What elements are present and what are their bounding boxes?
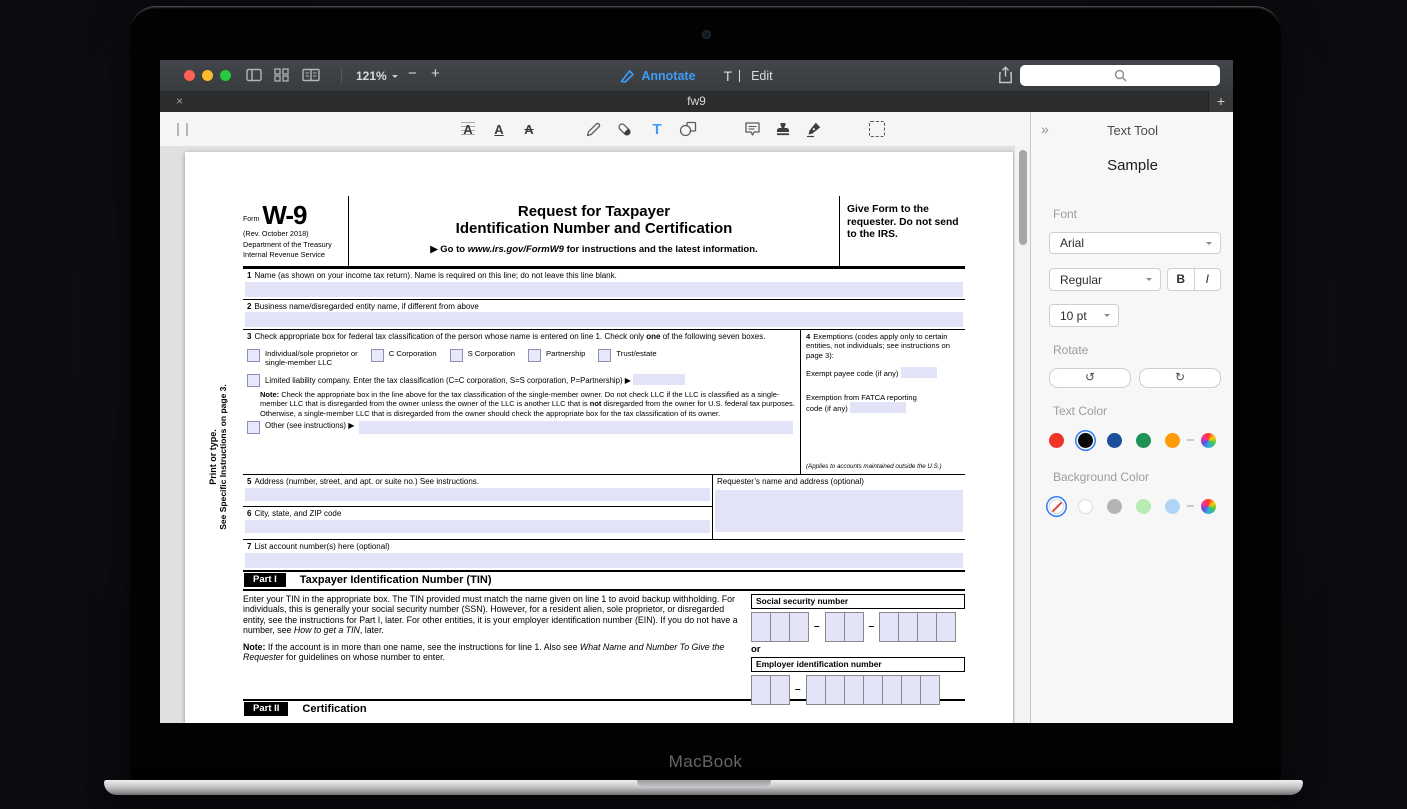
bold-italic-group	[1167, 268, 1221, 291]
signature-icon[interactable]	[800, 116, 826, 142]
rotate-ccw-button[interactable]	[1049, 368, 1131, 388]
part1-badge: Part I	[244, 573, 286, 587]
zoom-out-button[interactable]: −	[408, 65, 417, 82]
checkbox-partnership[interactable]: Partnership	[528, 349, 585, 367]
annotate-label: Annotate	[641, 68, 696, 83]
macbook-lid-notch	[637, 780, 771, 788]
checkbox-trust-estate[interactable]: Trust/estate	[598, 349, 656, 367]
bg-color-none-selected[interactable]	[1049, 499, 1064, 514]
rotated-instructions: Print or type. See Specific Instructions on page 3.	[208, 384, 228, 530]
macbook-shell	[130, 6, 1281, 780]
collapse-panel-icon[interactable]: »	[1041, 121, 1049, 137]
form-number: W-9	[262, 200, 307, 230]
checkbox-other[interactable]	[247, 421, 260, 434]
business-name-input-field[interactable]	[245, 312, 963, 327]
tab-title[interactable]: fw9	[687, 94, 706, 108]
window-toolbar	[160, 60, 1233, 92]
zoom-level-value: 121%	[356, 69, 387, 83]
pencil-icon[interactable]	[580, 116, 606, 142]
edit-text-icon: T	[723, 67, 733, 84]
ein-digit-cell[interactable]	[882, 675, 902, 705]
ssn-label: Social security number	[751, 594, 965, 609]
requester-input-field[interactable]	[715, 490, 963, 532]
part1-content	[243, 591, 965, 701]
toolbar-drag-handle[interactable]	[177, 123, 188, 136]
exempt-payee-code-field[interactable]	[901, 367, 937, 378]
classification-checkboxes	[247, 349, 795, 367]
form-line-5: 5 Address (number, street, and apt. or suite no.) See instructions.	[243, 475, 712, 507]
other-row: Other (see instructions) ▶	[247, 421, 795, 434]
ssn-digit-cell[interactable]	[825, 612, 845, 642]
form-line-1: 1 Name (as shown on your income tax return). Name is required on this line; do not leave this line blank.	[243, 269, 965, 300]
pdf-page	[185, 152, 1013, 723]
bg-color-wheel[interactable]	[1201, 499, 1216, 514]
rotate-ccw-icon: ↺	[1084, 370, 1096, 384]
ssn-digit-cell[interactable]	[879, 612, 899, 642]
text-color-red[interactable]	[1049, 433, 1064, 448]
form-title-block: Request for Taxpayer Identification Number and Certification ▶ Go to www.irs.gov/FormW9 for instructions and the latest information.	[349, 196, 840, 266]
text-tool-panel	[1030, 112, 1233, 723]
tab-edit[interactable]	[724, 68, 773, 84]
form-line-7: 7 List account number(s) here (optional)	[243, 540, 965, 572]
search-input[interactable]	[1020, 65, 1220, 86]
eraser-icon[interactable]	[611, 116, 637, 142]
swatch-divider	[1187, 439, 1194, 441]
ssn-digit-cell[interactable]	[770, 612, 790, 642]
rotate-label: Rotate	[1053, 343, 1089, 357]
background-color-label: Background Color	[1053, 470, 1150, 484]
annotation-toolbar	[160, 112, 1030, 147]
address-input-field[interactable]	[245, 488, 710, 501]
webcam-icon	[702, 30, 711, 39]
ssn-digit-cell[interactable]	[936, 612, 956, 642]
new-tab-button[interactable]: +	[1208, 91, 1233, 112]
text-tool-icon[interactable]: T	[652, 120, 662, 138]
chevron-down-icon	[1206, 242, 1212, 248]
rotate-cw-icon: ↻	[1174, 370, 1186, 384]
form-line-5-6	[243, 475, 965, 540]
fatca-code-field[interactable]	[850, 402, 906, 413]
ein-digit-cell[interactable]	[863, 675, 883, 705]
text-caret-icon	[739, 70, 740, 82]
zoom-in-button[interactable]: +	[431, 65, 440, 82]
text-color-wheel[interactable]	[1201, 433, 1216, 448]
ein-digit-cell[interactable]	[770, 675, 790, 705]
italic-button[interactable]: I	[1205, 272, 1209, 286]
macbook-brand-label: MacBook	[668, 752, 743, 771]
ein-dash: –	[795, 684, 801, 695]
swatch-divider	[1187, 505, 1194, 507]
ein-digit-cell[interactable]	[825, 675, 845, 705]
fatca-note: (Applies to accounts maintained outside the U.S.)	[806, 462, 942, 470]
ssn-digit-cell[interactable]	[751, 612, 771, 642]
ssn-digit-cell[interactable]	[789, 612, 809, 642]
font-label: Font	[1053, 207, 1078, 221]
ssn-digit-cell[interactable]	[844, 612, 864, 642]
checkbox-s-corporation[interactable]: S Corporation	[450, 349, 515, 367]
ssn-dash: –	[814, 621, 820, 632]
bg-color-light-green[interactable]	[1136, 499, 1151, 514]
shapes-icon[interactable]	[675, 116, 701, 142]
form-line-3-4	[243, 330, 965, 475]
llc-classification-field[interactable]	[633, 374, 685, 385]
text-color-label: Text Color	[1053, 404, 1108, 418]
app-window	[160, 60, 1233, 723]
ein-digit-cell[interactable]	[901, 675, 921, 705]
tab-annotate[interactable]	[620, 69, 695, 83]
part1-header: Part I Taxpayer Identification Number (TIN)	[243, 572, 965, 591]
ein-digit-cell[interactable]	[844, 675, 864, 705]
part2-badge: Part II	[244, 702, 288, 716]
text-color-black-selected[interactable]	[1078, 433, 1093, 448]
scrollbar-thumb[interactable]	[1019, 150, 1027, 245]
ssn-digit-cell[interactable]	[898, 612, 918, 642]
search-icon	[1114, 69, 1127, 82]
rotate-cw-button[interactable]	[1139, 368, 1221, 388]
ein-digit-cell[interactable]	[806, 675, 826, 705]
font-select[interactable]: Arial	[1049, 232, 1221, 254]
bg-color-gray[interactable]	[1107, 499, 1122, 514]
bold-button[interactable]: B	[1168, 269, 1195, 290]
ein-digit-cell[interactable]	[751, 675, 771, 705]
name-input-field[interactable]	[245, 282, 963, 297]
edit-label: Edit	[751, 68, 773, 83]
chevron-down-icon	[1146, 278, 1152, 284]
comment-icon[interactable]	[739, 116, 765, 142]
font-style-select[interactable]: Regular	[1049, 268, 1161, 291]
w9-form	[243, 196, 965, 718]
account-numbers-input-field[interactable]	[245, 553, 963, 568]
give-form-note: Give Form to the requester. Do not send to the IRS.	[847, 204, 959, 240]
document-area	[160, 146, 1030, 723]
chevron-down-icon	[1104, 314, 1110, 320]
form-line-2: 2 Business name/disregarded entity name, if different from above	[243, 300, 965, 331]
ein-digit-cell[interactable]	[920, 675, 940, 705]
part2-header: Part II Certification	[243, 701, 965, 718]
llc-row: Limited liability company. Enter the tax classification (C=C corporation, S=S corporation, P=Partnership) ▶	[247, 374, 795, 387]
ein-cells	[751, 675, 965, 705]
strikethrough-icon[interactable]: A	[524, 121, 534, 137]
stamp-icon[interactable]	[770, 116, 796, 142]
requester-cell: Requester’s name and address (optional)	[712, 475, 965, 539]
bg-color-white[interactable]	[1078, 499, 1093, 514]
form-id-block: Form W-9 (Rev. October 2018) Department of the Treasury Internal Revenue Service	[243, 196, 349, 266]
select-icon[interactable]	[864, 116, 890, 142]
checkbox-individual[interactable]: Individual/sole proprietor or single-member LLC	[247, 349, 358, 367]
tab-bar	[160, 91, 1233, 113]
ssn-digit-cell[interactable]	[917, 612, 937, 642]
ein-label: Employer identification number	[751, 657, 965, 672]
checkbox-c-corporation[interactable]: C Corporation	[371, 349, 437, 367]
close-tab-icon[interactable]: ×	[176, 94, 184, 108]
font-size-select[interactable]: 10 pt	[1049, 304, 1119, 327]
tin-instructions: Enter your TIN in the appropriate box. The TIN provided must match the name given on line 1 to avoid backup withholding. For individuals, this is generally your social security number (SSN). However, for a resident alien, sole proprietor, or disregarded entity, see the instructions for Part I, later. For other entities, it is your employer identification number (EIN). If you do not have a number, see How to get a TIN, later. Note: If the account is in more than one name, see the instructions for line 1. Also see What Name and Number To Give the Requester for guidelines on whose number to enter.	[243, 593, 738, 663]
tax-classification-cell: 3 Check appropriate box for federal tax classification of the person whose name is entered on line 1. Check only one of the following seven boxes. Individual/sole proprietor or single-member LLC C Corporation S Corporation Partnership Trust/estate Limited liability company. Enter the tax classification (C=C corporation, S=S corporation, P=Partnership) ▶ Note: Check the appropriate box in the line above for the tax classification of the single-member owner. Do not check LLC if the LLC is classified as a single-member LLC that is disregarded from the owner unless the owner of the LLC is another LLC that is not disregarded from the owner for U.S. federal tax purposes. Otherwise, a single-member LLC that is disregarded from the owner should check the appropriate box for the tax classification of its owner. Other (see instructions) ▶	[243, 330, 801, 474]
underline-icon[interactable]: A	[494, 121, 504, 137]
form-line-6: 6 City, state, and ZIP code	[243, 507, 712, 533]
address-cells	[243, 475, 712, 539]
other-input-field[interactable]	[359, 421, 793, 434]
annotate-pen-icon	[620, 69, 635, 83]
exemptions-cell: 4 Exemptions (codes apply only to certain entities, not individuals; see instructions on page 3): Exempt payee code (if any) Exemption from FATCA reporting code (if any) (Applies to accounts maintained outside the U.S.)	[801, 330, 965, 474]
highlight-text-icon[interactable]: A	[463, 121, 473, 137]
city-state-zip-input-field[interactable]	[245, 520, 710, 533]
text-color-green[interactable]	[1136, 433, 1151, 448]
or-label: or	[751, 643, 761, 655]
text-preview: Sample	[1107, 157, 1158, 174]
ssn-dash: –	[868, 621, 875, 632]
text-color-swatches	[1049, 432, 1216, 448]
ssn-cells	[751, 612, 965, 642]
bg-color-light-blue[interactable]	[1165, 499, 1180, 514]
scrollbar-track[interactable]	[1014, 146, 1030, 723]
checkbox-llc[interactable]	[247, 374, 260, 387]
text-color-orange[interactable]	[1165, 433, 1180, 448]
background-color-swatches	[1049, 498, 1216, 514]
tin-boxes	[751, 594, 965, 699]
form-header	[243, 196, 965, 269]
text-color-blue[interactable]	[1107, 433, 1122, 448]
macbook-base	[104, 780, 1303, 795]
panel-title: Text Tool	[1106, 123, 1159, 138]
llc-note: Note: Check the appropriate box in the line above for the tax classification of the single-member owner. Do not check LLC if the LLC is classified as a single-member LLC that is disregarded from the owner unless the owner of the LLC is another LLC that is not disregarded from the owner for U.S. federal tax purposes. Otherwise, a single-member LLC that is disregarded from the owner should check the appropriate box for the tax classification of its owner.	[260, 389, 795, 418]
share-icon[interactable]	[998, 66, 1013, 84]
